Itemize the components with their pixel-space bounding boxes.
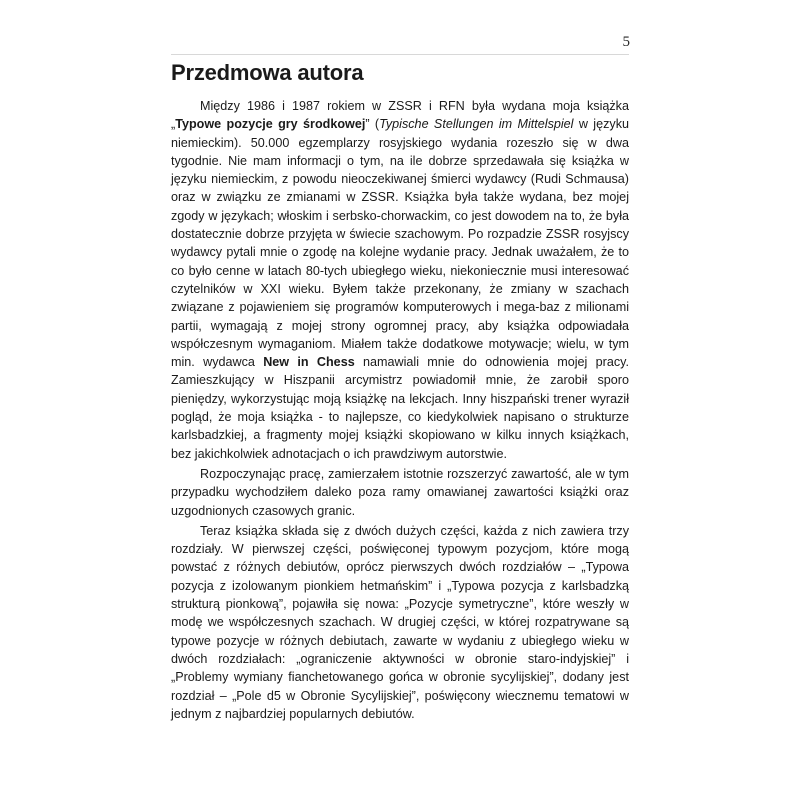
page-number: 5	[622, 34, 630, 50]
chapter-title: Przedmowa autora	[171, 60, 364, 85]
book-title: Typowe pozycje gry środkowej	[175, 117, 366, 132]
publisher-name: New in Chess	[263, 355, 355, 370]
german-title: Typische Stellungen im Mittelspiel	[379, 117, 574, 132]
paragraph-3: Teraz książka składa się z dwóch dużych części, każda z nich zawiera trzy rozdziały. W pierwszej części, poświęconej typowym pozycjom, które mogą powstać z różnych debiutów, oprócz pierwszych dwóch rozdziałów – „Typowa pozycja z izolowanym pionkiem hetmańskim” i „Typowa pozycja z karlsbadzką strukturą pionkową”, pojawiła się nowa: „Pozycje symetryczne”, które weszły w modę we współczesnych szachach. W drugiej części, w której rozpatrywane są typowe pozycje w różnych debiutach, zawarte w wydaniu z ubiegłego wieku w dwóch rozdziałach: „ograniczenie aktywności w obronie staro-indyjskiej” i „Problemy wymiany fianchetowanego gońca w obronie sycylijskiej”, dodany jest rozdział – „Pole d5 w Obronie Sycylijskiej”, poświęcony wiecznemu tematowi w jednym z najbardziej popularnych debiutów.	[171, 523, 629, 721]
body-text	[171, 97, 629, 725]
header-rule	[171, 54, 629, 55]
paragraph-2: Rozpoczynając pracę, zamierzałem istotnie rozszerzyć zawartość, ale w tym przypadku wychodziłem daleko poza ramy omawianej zawartości książki oraz uzgodnionych czasowych granic.	[171, 466, 629, 518]
paragraph-1: Między 1986 i 1987 rokiem w ZSSR i RFN była wydana moja książka „Typowe pozycje gry środkowej” (Typische Stellungen im Mittelspiel w języku niemieckim). 50.000 egzemplarzy rosyjskiego wydania rozeszło się w dwa tygodnie. Nie mam informacji o tym, na ile dobrze sprzedawała się książka w języku niemieckim, z powodu nieoczekiwanej śmierci wydawcy (Rudi Schmausa) oraz w związku ze zmianami w ZSSR. Książka była także wydana, bez mojej zgody w językach; włoskim i serbsko-chorwackim, co jest dowodem na to, że była dostatecznie dobrze przyjęta w świecie szachowym. Po rozpadzie ZSSR rosyjscy wydawcy pytali mnie o zgodę na kolejne wydanie pracy. Jednak uważałem, że to co było cenne w latach 80-tych ubiegłego wieku, niekoniecznie musi interesować czytelników w XXI wieku. Byłem także przekonany, że zmiany w szachach związane z pojawieniem się programów komputerowych i mega-baz z milionami partii, wymagają z mojej strony ogromnej pracy, aby książka odpowiadała współczesnym wymaganiom. Miałem także dodatkowe motywacje; wielu, w tym min. wydawca New in Chess namawiali mnie do odnowienia mojej pracy. Zamieszkujący w Hiszpanii arcymistrz powiadomił mnie, że zarobił sporo pieniędzy, wykorzystując moją książkę na lekcjach. Inny hiszpański trener wyraził pogląd, że moja książka - to najlepsze, co kiedykolwiek napisano o strukturze karlsbadzkiej, a fragmenty mojej książki skopiowano w kilku innych książkach, bez jakichkolwiek adnotacjach o ich prawdziwym autorstwie.	[171, 99, 629, 461]
